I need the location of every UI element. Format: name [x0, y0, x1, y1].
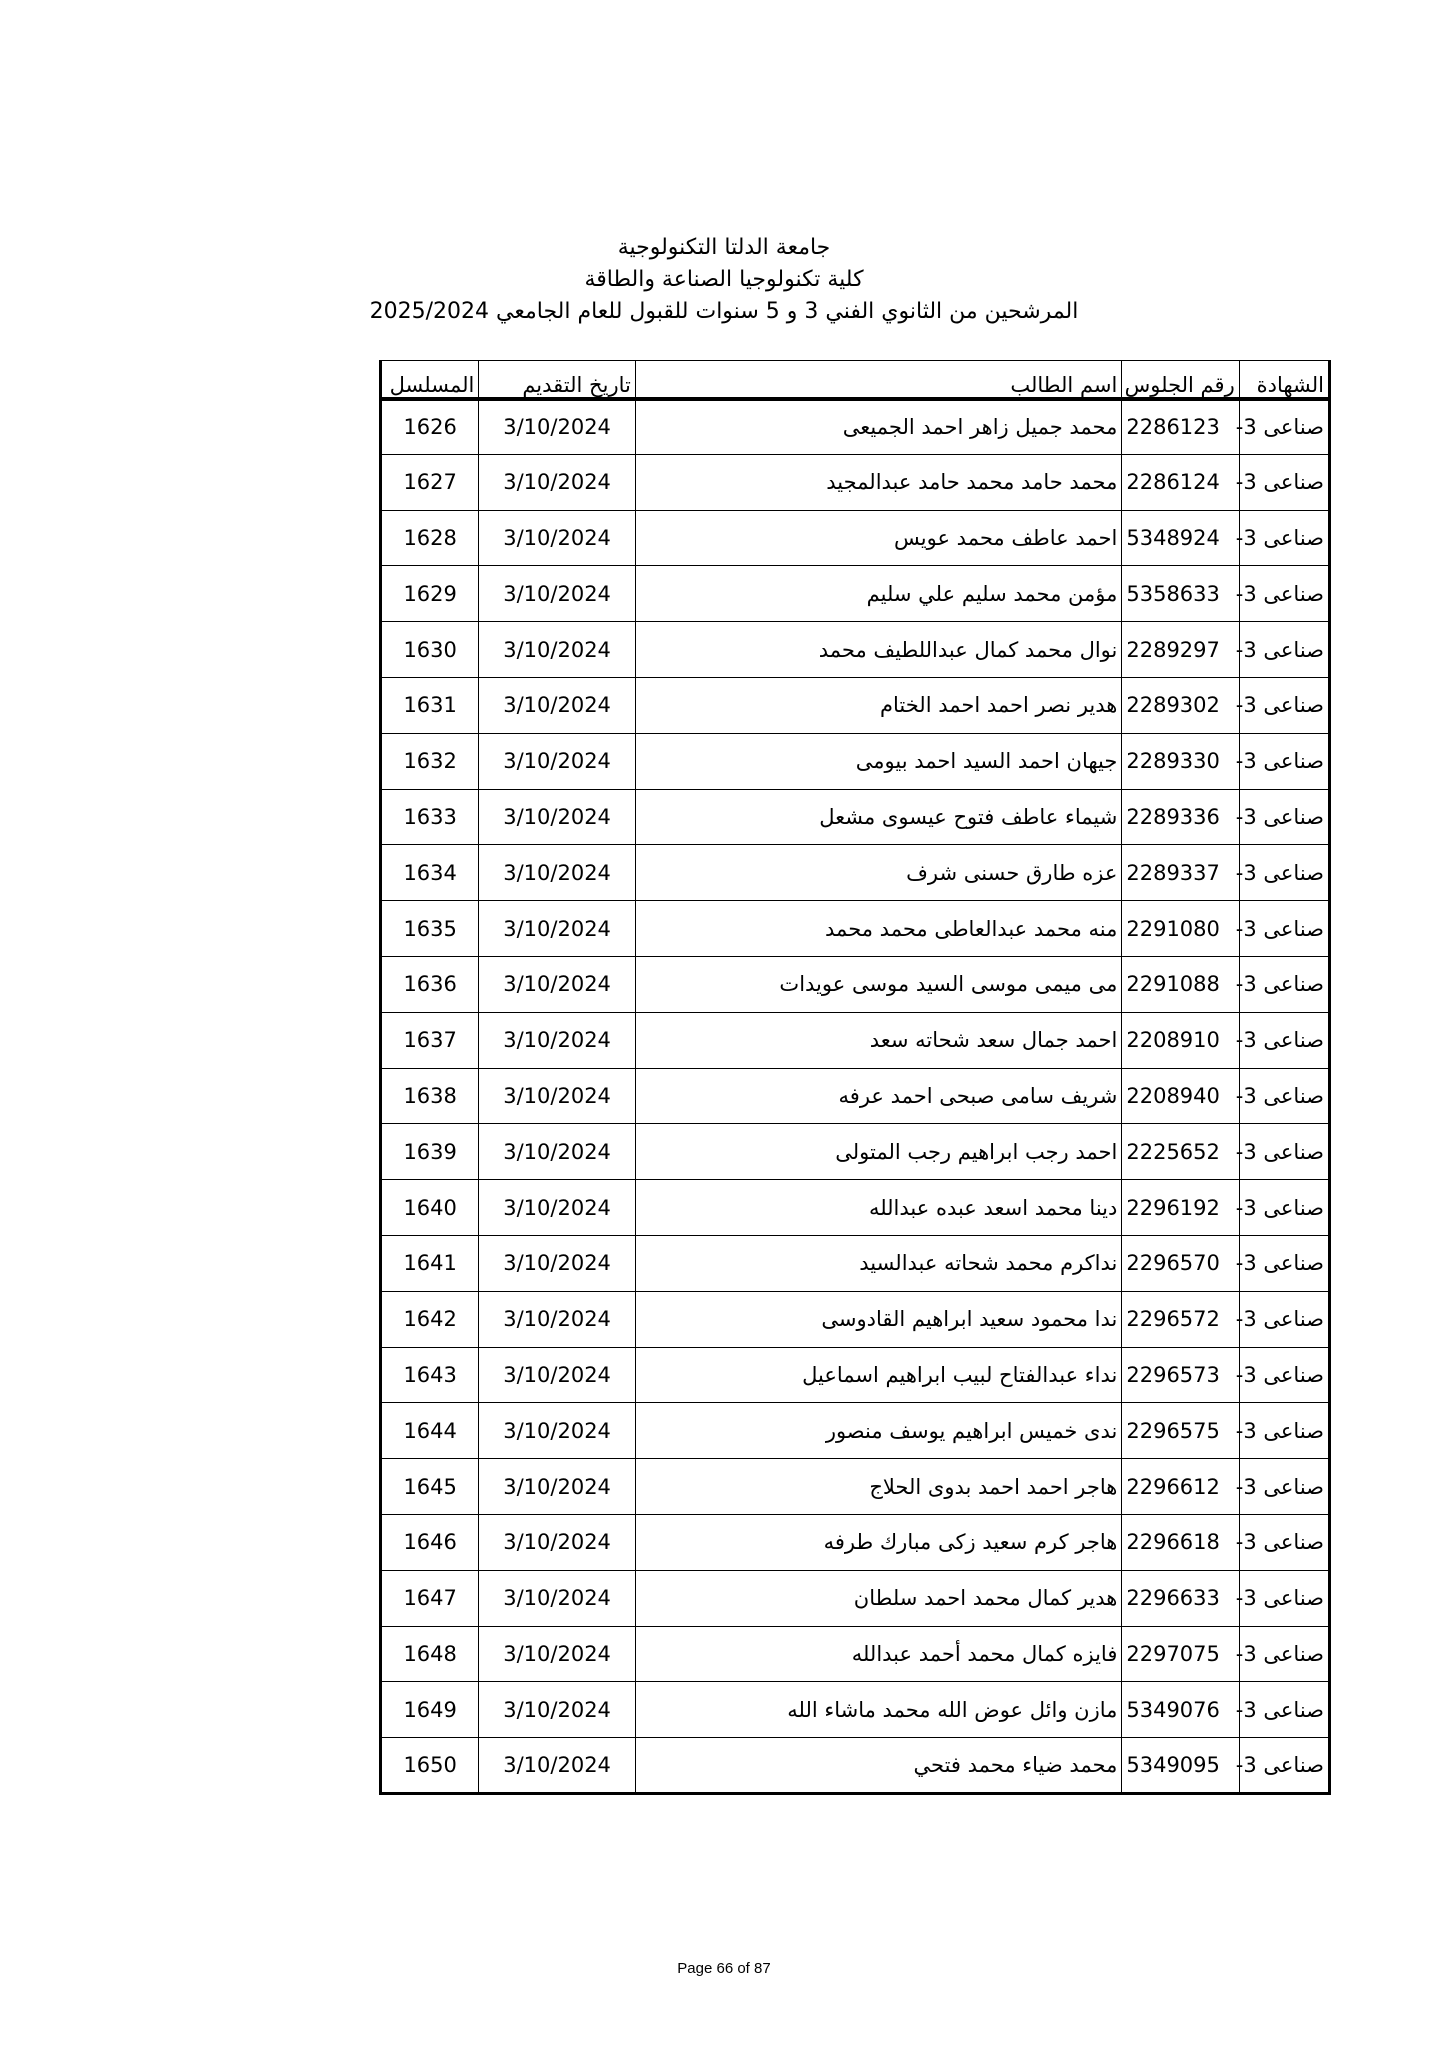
cell-seat-number: 2296612 — [1122, 1459, 1239, 1515]
cell-apply-date: 3/10/2024 — [479, 1459, 635, 1515]
cell-student-name: مازن وائل عوض الله محمد ماشاء الله — [635, 1682, 1122, 1738]
cell-seat-number: 2286123 — [1122, 399, 1239, 455]
cell-seat-number: 2291088 — [1122, 956, 1239, 1012]
cell-certificate: صناعى 3- — [1239, 454, 1329, 510]
cell-apply-date: 3/10/2024 — [479, 454, 635, 510]
cell-certificate: صناعى 3- — [1239, 622, 1329, 678]
cell-student-name: نداكرم محمد شحاته عبدالسيد — [635, 1235, 1122, 1291]
cell-seat-number: 5348924 — [1122, 510, 1239, 566]
cell-student-name: هدير نصر احمد احمد الختام — [635, 677, 1122, 733]
cell-serial: 1634 — [381, 845, 479, 901]
cell-serial: 1631 — [381, 677, 479, 733]
cell-seat-number: 2289297 — [1122, 622, 1239, 678]
table-row — [381, 1235, 1330, 1291]
header-apply-date: تاريخ التقديم — [479, 361, 635, 399]
cell-seat-number: 2296618 — [1122, 1514, 1239, 1570]
cell-certificate: صناعى 3- — [1239, 733, 1329, 789]
cell-seat-number: 2289337 — [1122, 845, 1239, 901]
cell-serial: 1644 — [381, 1403, 479, 1459]
table-row — [381, 622, 1330, 678]
cell-student-name: شريف سامى صبحى احمد عرفه — [635, 1068, 1122, 1124]
cell-certificate: صناعى 3- — [1239, 1738, 1329, 1794]
cell-student-name: هدير كمال محمد احمد سلطان — [635, 1570, 1122, 1626]
cell-serial: 1648 — [381, 1626, 479, 1682]
cell-certificate: صناعى 3- — [1239, 1626, 1329, 1682]
table-row — [381, 1068, 1330, 1124]
cell-certificate: صناعى 3- — [1239, 1068, 1329, 1124]
cell-apply-date: 3/10/2024 — [479, 622, 635, 678]
cell-student-name: دينا محمد اسعد عبده عبدالله — [635, 1180, 1122, 1236]
table-row — [381, 677, 1330, 733]
cell-student-name: مؤمن محمد سليم علي سليم — [635, 566, 1122, 622]
table-row — [381, 1291, 1330, 1347]
cell-seat-number: 2296575 — [1122, 1403, 1239, 1459]
cell-serial: 1632 — [381, 733, 479, 789]
cell-student-name: ندى خميس ابراهيم يوسف منصور — [635, 1403, 1122, 1459]
table-row — [381, 1514, 1330, 1570]
cell-serial: 1645 — [381, 1459, 479, 1515]
cell-seat-number: 2289330 — [1122, 733, 1239, 789]
cell-student-name: فايزه كمال محمد أحمد عبدالله — [635, 1626, 1122, 1682]
cell-certificate: صناعى 3- — [1239, 677, 1329, 733]
cell-certificate: صناعى 3- — [1239, 1235, 1329, 1291]
cell-seat-number: 5349095 — [1122, 1738, 1239, 1794]
table-header-row — [381, 361, 1330, 399]
table-row — [381, 454, 1330, 510]
cell-student-name: احمد عاطف محمد عويس — [635, 510, 1122, 566]
cell-seat-number: 2296633 — [1122, 1570, 1239, 1626]
table-row — [381, 1682, 1330, 1738]
cell-serial: 1639 — [381, 1124, 479, 1180]
cell-serial: 1642 — [381, 1291, 479, 1347]
cell-certificate: صناعى 3- — [1239, 789, 1329, 845]
cell-serial: 1646 — [381, 1514, 479, 1570]
cell-serial: 1626 — [381, 399, 479, 455]
cell-student-name: نوال محمد كمال عبداللطيف محمد — [635, 622, 1122, 678]
table-row — [381, 789, 1330, 845]
table-row — [381, 1124, 1330, 1180]
cell-certificate: صناعى 3- — [1239, 566, 1329, 622]
cell-serial: 1627 — [381, 454, 479, 510]
table-row — [381, 733, 1330, 789]
cell-serial: 1629 — [381, 566, 479, 622]
cell-seat-number: 2289302 — [1122, 677, 1239, 733]
cell-apply-date: 3/10/2024 — [479, 1012, 635, 1068]
cell-serial: 1630 — [381, 622, 479, 678]
cell-apply-date: 3/10/2024 — [479, 733, 635, 789]
cell-serial: 1649 — [381, 1682, 479, 1738]
cell-student-name: هاجر احمد احمد بدوى الحلاج — [635, 1459, 1122, 1515]
cell-serial: 1650 — [381, 1738, 479, 1794]
table-row — [381, 1738, 1330, 1794]
table-row — [381, 1403, 1330, 1459]
cell-seat-number: 2297075 — [1122, 1626, 1239, 1682]
cell-student-name: منه محمد عبدالعاطى محمد محمد — [635, 901, 1122, 957]
cell-student-name: جيهان احمد السيد احمد بيومى — [635, 733, 1122, 789]
cell-student-name: محمد ضياء محمد فتحي — [635, 1738, 1122, 1794]
cell-student-name: هاجر كرم سعيد زكى مبارك طرفه — [635, 1514, 1122, 1570]
cell-certificate: صناعى 3- — [1239, 1514, 1329, 1570]
cell-apply-date: 3/10/2024 — [479, 1626, 635, 1682]
cell-apply-date: 3/10/2024 — [479, 845, 635, 901]
cell-serial: 1638 — [381, 1068, 479, 1124]
cell-apply-date: 3/10/2024 — [479, 1514, 635, 1570]
cell-student-name: شيماء عاطف فتوح عيسوى مشعل — [635, 789, 1122, 845]
cell-serial: 1628 — [381, 510, 479, 566]
table-row — [381, 1180, 1330, 1236]
cell-student-name: ندا محمود سعيد ابراهيم القادوسى — [635, 1291, 1122, 1347]
cell-apply-date: 3/10/2024 — [479, 1291, 635, 1347]
cell-apply-date: 3/10/2024 — [479, 956, 635, 1012]
cell-serial: 1635 — [381, 901, 479, 957]
cell-serial: 1641 — [381, 1235, 479, 1291]
cell-student-name: محمد حامد محمد حامد عبدالمجيد — [635, 454, 1122, 510]
cell-seat-number: 2296572 — [1122, 1291, 1239, 1347]
cell-seat-number: 5358633 — [1122, 566, 1239, 622]
cell-apply-date: 3/10/2024 — [479, 789, 635, 845]
header-student-name: اسم الطالب — [635, 361, 1122, 399]
cell-certificate: صناعى 3- — [1239, 510, 1329, 566]
table-row — [381, 901, 1330, 957]
cell-apply-date: 3/10/2024 — [479, 1235, 635, 1291]
cell-serial: 1633 — [381, 789, 479, 845]
cell-certificate: صناعى 3- — [1239, 1012, 1329, 1068]
cell-apply-date: 3/10/2024 — [479, 566, 635, 622]
table-body — [381, 399, 1330, 1794]
table-row — [381, 1012, 1330, 1068]
cell-seat-number: 2296573 — [1122, 1347, 1239, 1403]
table-row — [381, 566, 1330, 622]
cell-apply-date: 3/10/2024 — [479, 1068, 635, 1124]
document-header — [0, 232, 1448, 328]
cell-student-name: احمد رجب ابراهيم رجب المتولى — [635, 1124, 1122, 1180]
cell-student-name: مى ميمى موسى السيد موسى عويدات — [635, 956, 1122, 1012]
cell-certificate: صناعى 3- — [1239, 1570, 1329, 1626]
cell-certificate: صناعى 3- — [1239, 399, 1329, 455]
table-row — [381, 399, 1330, 455]
cell-apply-date: 3/10/2024 — [479, 1347, 635, 1403]
cell-seat-number: 5349076 — [1122, 1682, 1239, 1738]
cell-apply-date: 3/10/2024 — [479, 1738, 635, 1794]
cell-seat-number: 2289336 — [1122, 789, 1239, 845]
cell-apply-date: 3/10/2024 — [479, 1180, 635, 1236]
cell-seat-number: 2208940 — [1122, 1068, 1239, 1124]
cell-serial: 1636 — [381, 956, 479, 1012]
faculty-title: كلية تكنولوجيا الصناعة والطاقة — [584, 267, 864, 292]
cell-seat-number: 2208910 — [1122, 1012, 1239, 1068]
cell-apply-date: 3/10/2024 — [479, 1124, 635, 1180]
cell-serial: 1640 — [381, 1180, 479, 1236]
cell-apply-date: 3/10/2024 — [479, 1682, 635, 1738]
cell-seat-number: 2286124 — [1122, 454, 1239, 510]
table-row — [381, 845, 1330, 901]
cell-certificate: صناعى 3- — [1239, 1291, 1329, 1347]
cell-apply-date: 3/10/2024 — [479, 399, 635, 455]
cell-certificate: صناعى 3- — [1239, 1459, 1329, 1515]
cell-certificate: صناعى 3- — [1239, 845, 1329, 901]
cell-seat-number: 2225652 — [1122, 1124, 1239, 1180]
cell-certificate: صناعى 3- — [1239, 1682, 1329, 1738]
cell-apply-date: 3/10/2024 — [479, 677, 635, 733]
table-row — [381, 1347, 1330, 1403]
table-row — [381, 1459, 1330, 1515]
header-seat-number: رقم الجلوس — [1122, 361, 1239, 399]
cell-certificate: صناعى 3- — [1239, 1124, 1329, 1180]
cell-certificate: صناعى 3- — [1239, 1403, 1329, 1459]
cell-seat-number: 2296192 — [1122, 1180, 1239, 1236]
table-row — [381, 1626, 1330, 1682]
page-number: Page 66 of 87 — [677, 1960, 771, 1977]
cell-seat-number: 2296570 — [1122, 1235, 1239, 1291]
candidates-table — [379, 360, 1331, 1795]
list-subtitle: المرشحين من الثانوي الفني 3 و 5 سنوات للقبول للعام الجامعي 2025/2024 — [369, 299, 1079, 324]
table-row — [381, 510, 1330, 566]
cell-certificate: صناعى 3- — [1239, 901, 1329, 957]
cell-apply-date: 3/10/2024 — [479, 510, 635, 566]
cell-serial: 1637 — [381, 1012, 479, 1068]
cell-seat-number: 2291080 — [1122, 901, 1239, 957]
cell-certificate: صناعى 3- — [1239, 1347, 1329, 1403]
header-certificate: الشهادة — [1239, 361, 1329, 399]
university-title: جامعة الدلتا التكنولوجية — [617, 235, 831, 260]
cell-apply-date: 3/10/2024 — [479, 1570, 635, 1626]
cell-student-name: عزه طارق حسنى شرف — [635, 845, 1122, 901]
cell-apply-date: 3/10/2024 — [479, 901, 635, 957]
table-row — [381, 956, 1330, 1012]
cell-apply-date: 3/10/2024 — [479, 1403, 635, 1459]
cell-certificate: صناعى 3- — [1239, 1180, 1329, 1236]
header-serial: المسلسل — [381, 361, 479, 399]
cell-certificate: صناعى 3- — [1239, 956, 1329, 1012]
cell-serial: 1643 — [381, 1347, 479, 1403]
cell-student-name: احمد جمال سعد شحاته سعد — [635, 1012, 1122, 1068]
cell-student-name: نداء عبدالفتاح لبيب ابراهيم اسماعيل — [635, 1347, 1122, 1403]
cell-serial: 1647 — [381, 1570, 479, 1626]
cell-student-name: محمد جميل زاهر احمد الجميعى — [635, 399, 1122, 455]
table-row — [381, 1570, 1330, 1626]
